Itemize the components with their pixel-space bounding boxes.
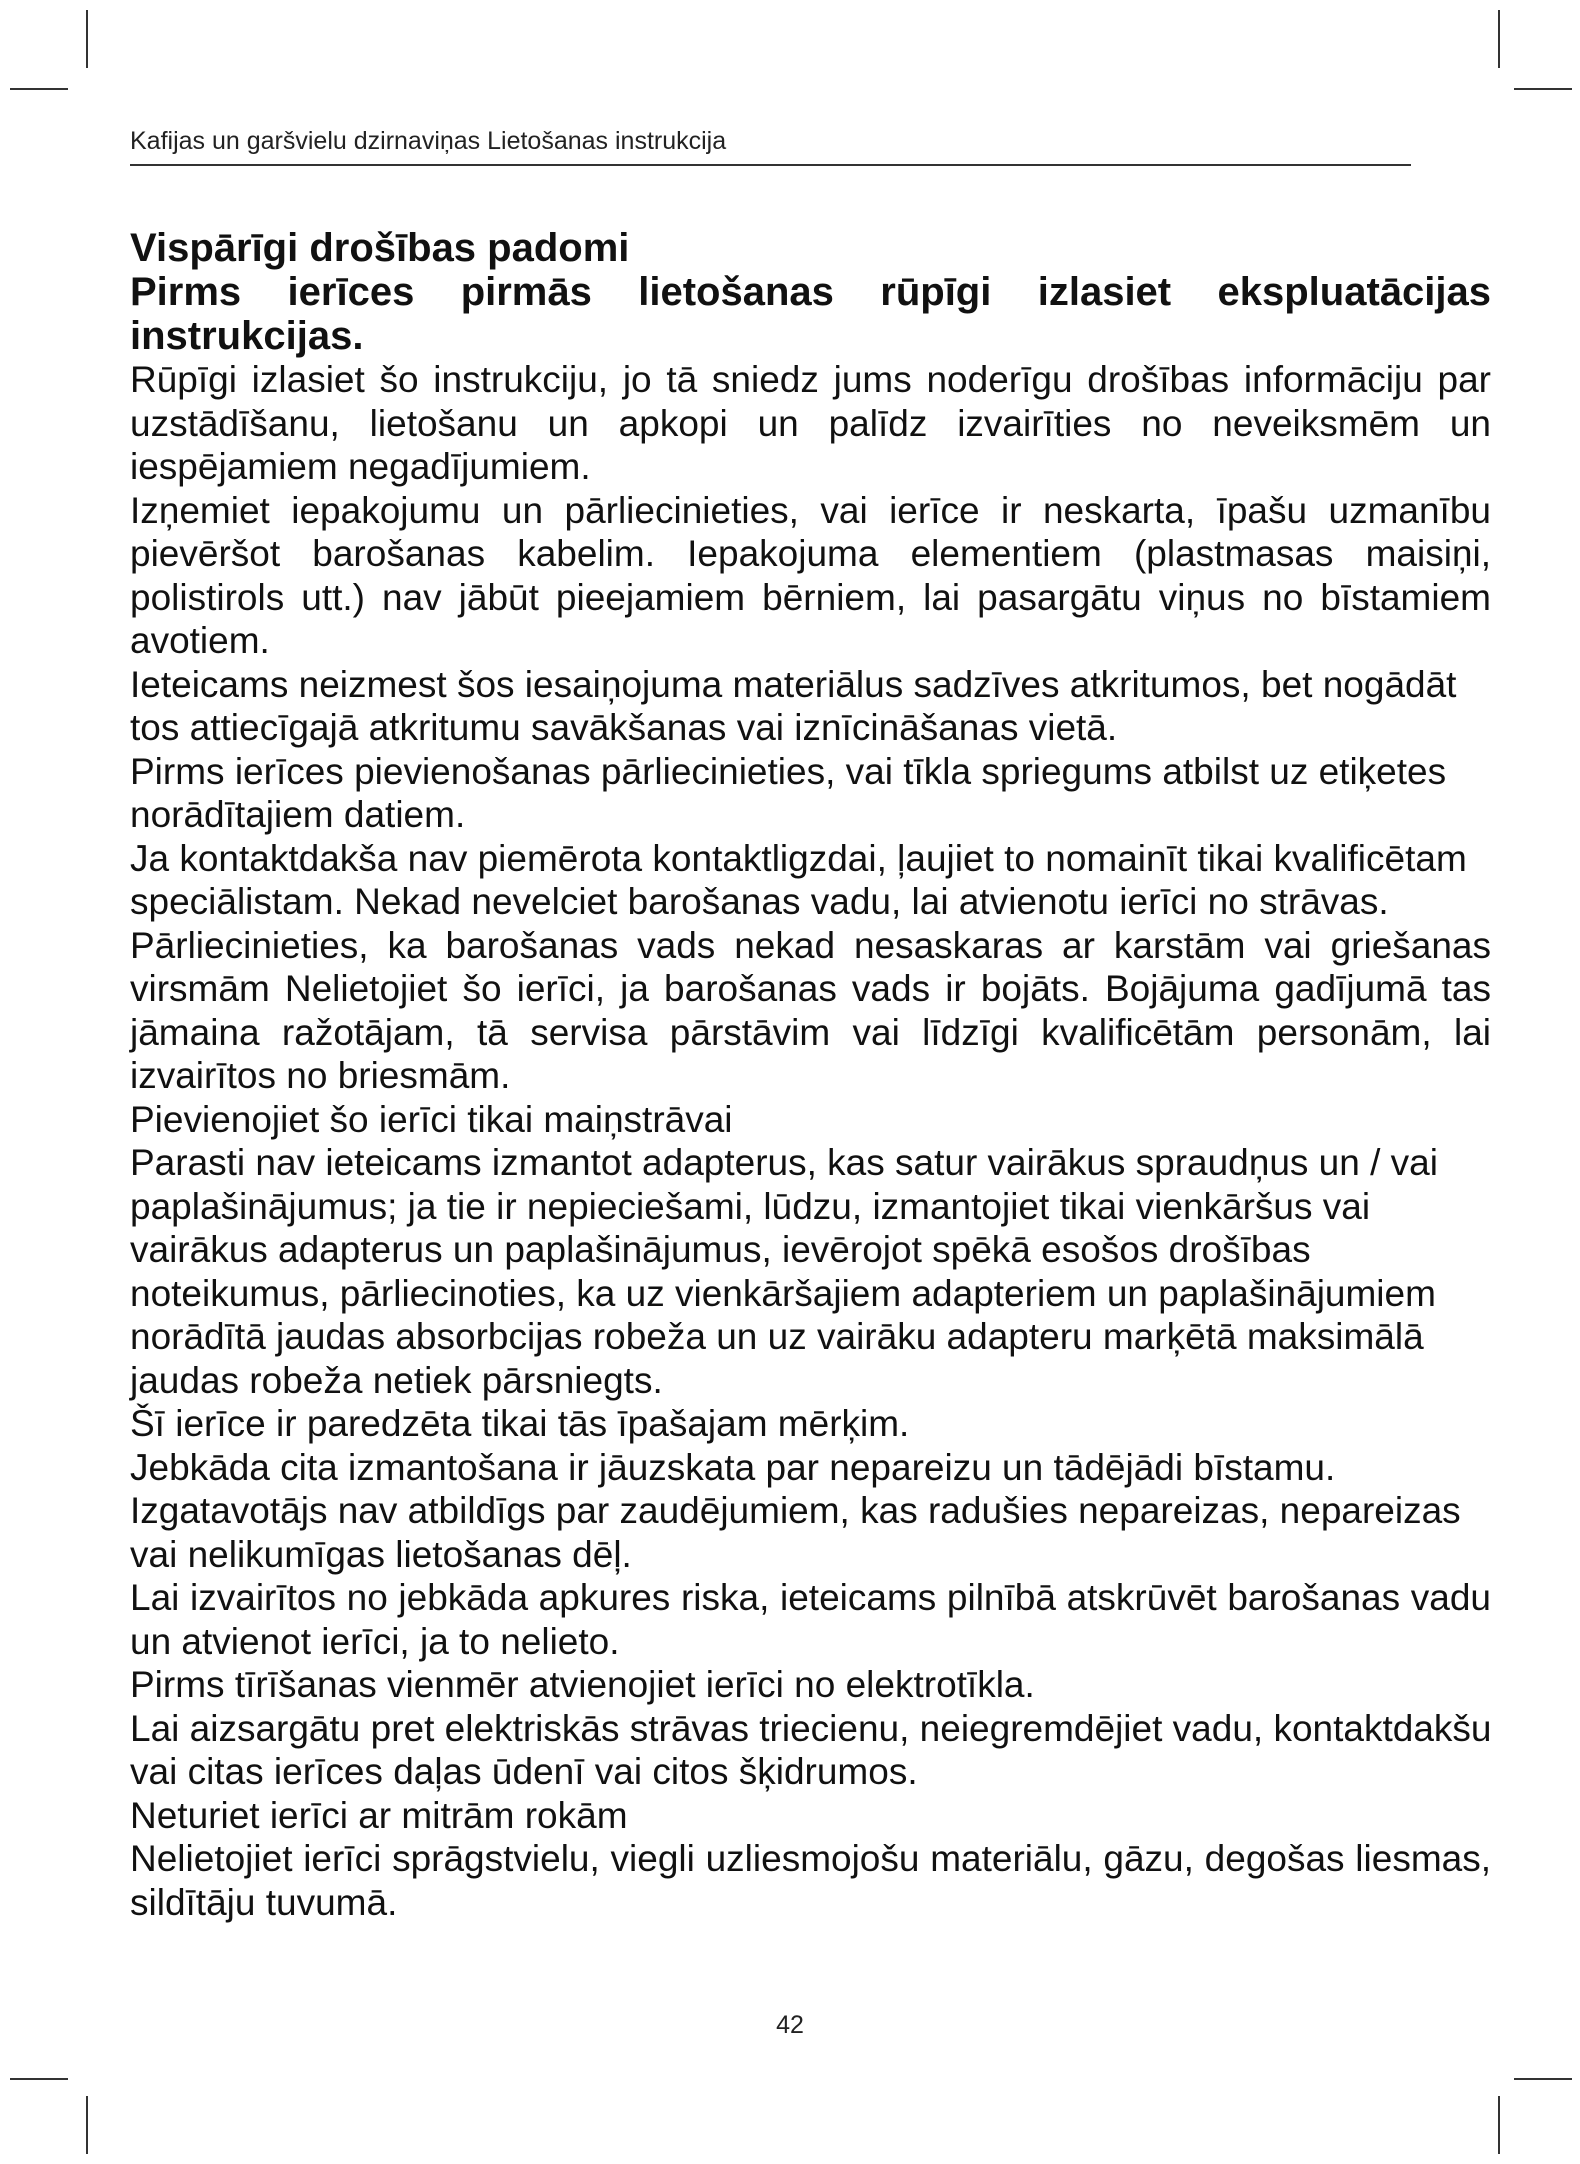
paragraph: Šī ierīce ir paredzēta tikai tās īpašajam mērķim. <box>130 1403 910 1444</box>
paragraph: Parasti nav ieteicams izmantot adapterus, kas satur vairākus spraudņus un / vai paplašinājumus; ja tie ir nepieciešami, lūdzu, izmantojiet tikai vienkāršus vai vairākus adapterus un paplašinājumus, ievērojot spēkā esošos drošības noteikumus, pārliecinoties, ka uz vienkāršajiem adapteriem un paplašinājumiem norādītā jaudas absorbcijas robeža un uz vairāku adapteru marķētā maksimālā jaudas robeža netiek pārsniegts. <box>130 1142 1438 1401</box>
crop-mark-top-right <box>1498 10 1500 68</box>
section-title: Vispārīgi drošības padomi <box>130 226 630 270</box>
paragraph: Pirms ierīces pievienošanas pārliecinieties, vai tīkla spriegums atbilst uz etiķetes norādītajiem datiem. <box>130 750 1447 835</box>
paragraph: Izņemiet iepakojumu un pārliecinieties, vai ierīce ir neskarta, īpašu uzmanību pievēršot barošanas kabelim. Iepakojuma elementiem (plastmasas maisiņi, polistirols utt.) nav jābūt pieejamiem bērniem, lai pasargātu viņus no bīstamiem avotiem. <box>130 489 1491 661</box>
paragraph: Rūpīgi izlasiet šo instrukciju, jo tā sniedz jums noderīgu drošības informāciju par uzstādīšanu, lietošanu un apkopi un palīdz izvairīties no neveiksmēm un iespējamiem negadījumiem. <box>130 359 1491 487</box>
crop-mark-top-left <box>10 88 68 90</box>
crop-mark-bottom-left <box>10 2078 68 2080</box>
paragraph: Izgatavotājs nav atbildīgs par zaudējumiem, kas radušies nepareizas, nepareizas vai nelikumīgas lietošanas dēļ. <box>130 1490 1461 1575</box>
page-body <box>130 226 1500 1924</box>
crop-mark-bottom-left <box>86 2096 88 2154</box>
paragraph: Pievienojiet šo ierīci tikai maiņstrāvai <box>130 1098 733 1140</box>
paragraph: Jebkāda cita izmantošana ir jāuzskata par nepareizu un tādējādi bīstamu. <box>130 1446 1336 1488</box>
paragraph: Ieteicams neizmest šos iesaiņojuma materiālus sadzīves atkritumos, bet nogādāt tos attiecīgajā atkritumu savākšanas vai iznīcināšanas vietā. <box>130 663 1457 748</box>
running-header: Kafijas un garšvielu dzirnaviņas Lietošanas instrukcija <box>130 127 727 155</box>
section-intro: Pirms ierīces pirmās lietošanas rūpīgi izlasiet ekspluatācijas instrukcijas. <box>130 270 1491 358</box>
paragraph: Pārliecinieties, ka barošanas vads nekad nesaskaras ar karstām vai griešanas virsmām Nelietojiet šo ierīci, ja barošanas vads ir bojāts. Bojājuma gadījumā tas jāmaina ražotājam, tā servisa pārstāvim vai līdzīgi kvalificētām personām, lai izvairītos no briesmām. <box>130 924 1491 1096</box>
crop-mark-bottom-right <box>1514 2078 1572 2080</box>
paragraph: Nelietojiet ierīci sprāgstvielu, viegli uzliesmojošu materiālu, gāzu, degošas liesmas, sildītāju tuvumā. <box>130 1838 1491 1923</box>
crop-mark-bottom-right <box>1498 2096 1500 2154</box>
crop-mark-top-right <box>1514 88 1572 90</box>
crop-mark-top-left <box>86 10 88 68</box>
paragraph: Ja kontaktdakša nav piemērota kontaktligzdai, ļaujiet to nomainīt tikai kvalificētam speciālistam. Nekad nevelciet barošanas vadu, lai atvienotu ierīci no strāvas. <box>130 837 1467 922</box>
header-divider <box>130 164 1411 166</box>
paragraph: Neturiet ierīci ar mitrām rokām <box>130 1794 628 1836</box>
page-number: 42 <box>776 2011 804 2039</box>
paragraph: Lai aizsargātu pret elektriskās strāvas triecienu, neiegremdējiet vadu, kontaktdakšu vai citas ierīces daļas ūdenī vai citos šķidrumos. <box>130 1707 1492 1792</box>
paragraph: Lai izvairītos no jebkāda apkures riska, ieteicams pilnībā atskrūvēt barošanas vadu un atvienot ierīci, ja to nelieto. <box>130 1577 1491 1662</box>
paragraph: Pirms tīrīšanas vienmēr atvienojiet ierīci no elektrotīkla. <box>130 1664 1035 1705</box>
